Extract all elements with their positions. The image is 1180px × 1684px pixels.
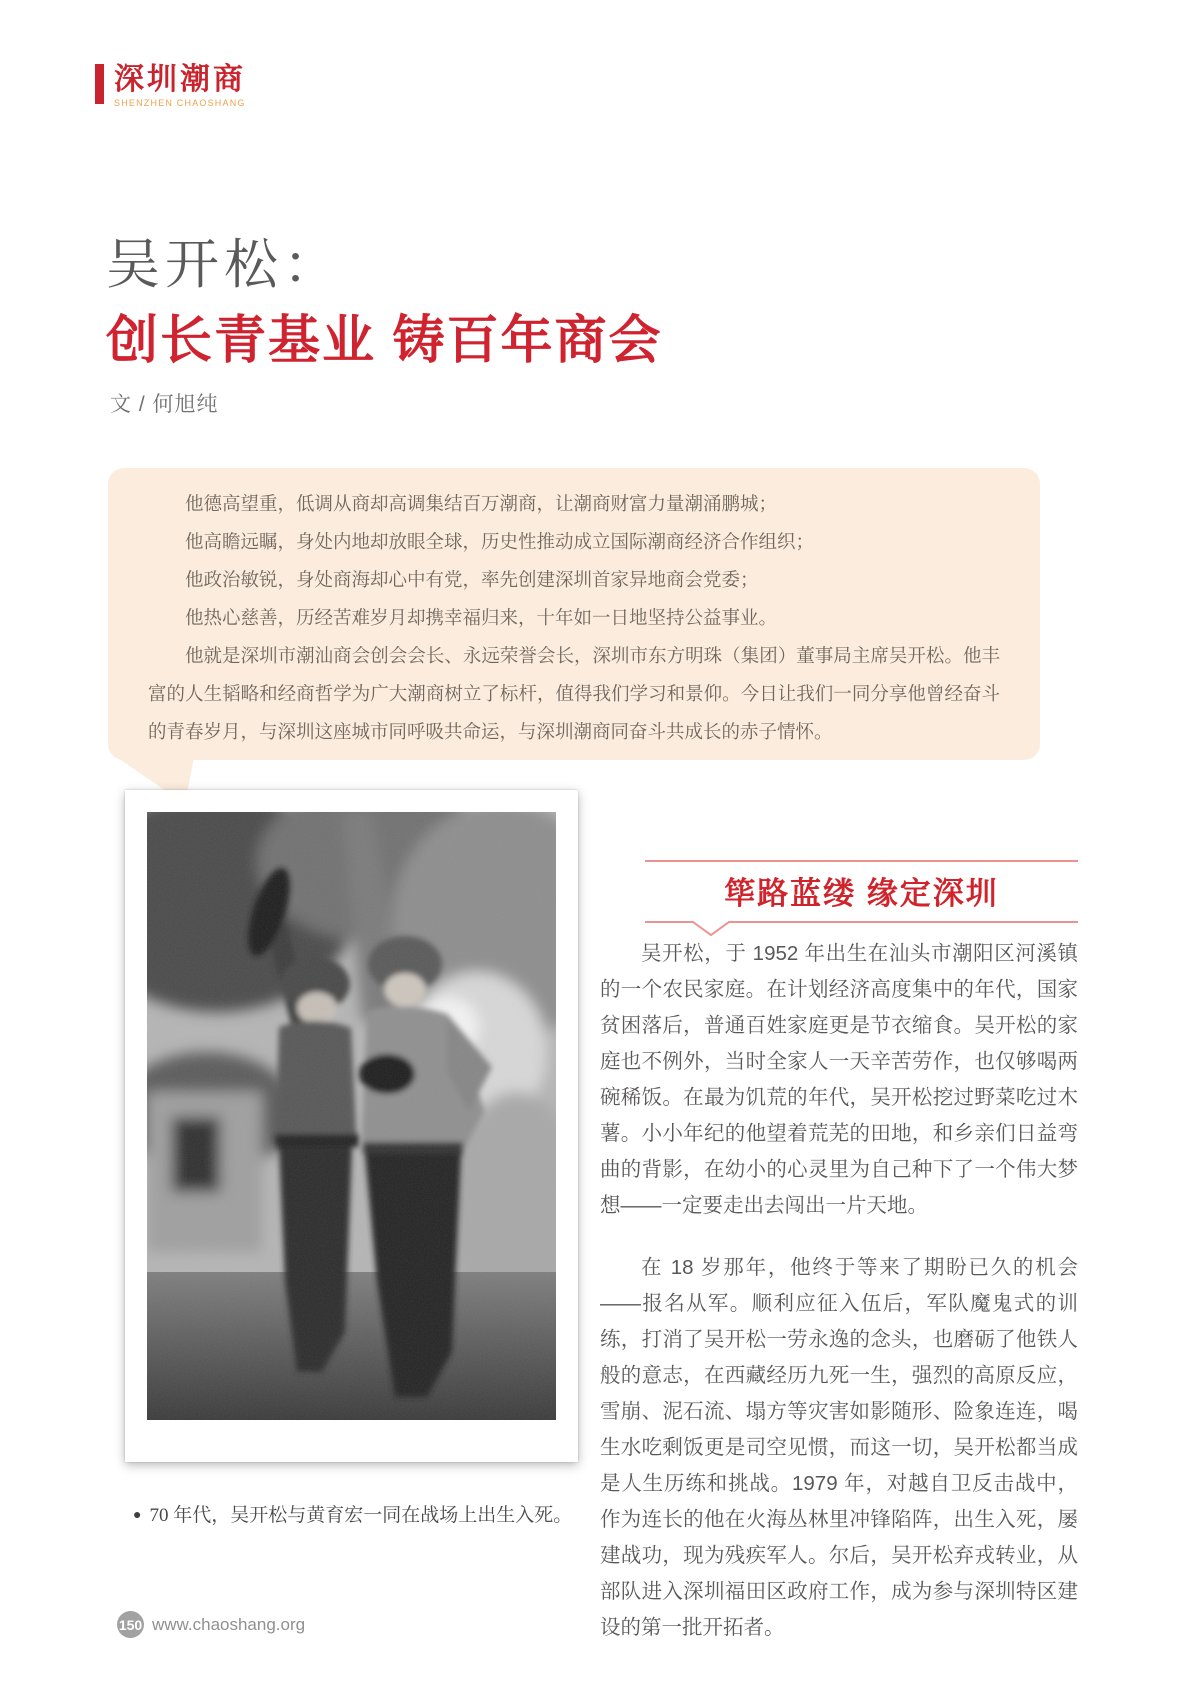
photo-illustration (147, 812, 556, 1420)
intro-line: 他德高望重，低调从商却高调集结百万潮商，让潮商财富力量潮涌鹏城； (185, 493, 778, 514)
magazine-logo-cn: 深圳潮商 (114, 63, 246, 96)
site-url: www.chaoshang.org (152, 1614, 306, 1634)
photo-frame (125, 790, 578, 1462)
page-number-badge: 150 (117, 1611, 144, 1638)
intro-paragraph: 他就是深圳市潮汕商会创会会长、永远荣誉会长，深圳市东方明珠（集团）董事局主席吴开松。他丰富的人生韬略和经商哲学为广大潮商树立了标杆，值得我们学习和景仰。今日让我们一同分享他曾经奋斗的青春岁月，与深圳这座城市同呼吸共命运，与深圳潮商同奋斗共成长的赤子情怀。 (148, 645, 1000, 742)
section-heading: 筚路蓝缕 缘定深圳 (724, 876, 999, 911)
body-paragraph: 吴开松，于 1952 年出生在汕头市潮阳区河溪镇的一个农民家庭。在计划经济高度集中的年代，国家贫困落后，普通百姓家庭更是节衣缩食。吴开松的家庭也不例外，当时全家人一天辛苦劳作，也仅够喝两碗稀饭。在最为饥荒的年代，吴开松挖过野菜吃过木薯。小小年纪的他望着荒芜的田地，和乡亲们日益弯曲的背影，在幼小的心灵里为自己种下了一个伟大梦想——一定要走出去闯出一片天地。 (600, 942, 1078, 1217)
intro-line: 他高瞻远瞩，身处内地却放眼全球，历史性推动成立国际潮商经济合作组织； (185, 531, 815, 552)
magazine-logo-en: SHENZHEN CHAOSHANG (114, 98, 246, 108)
article-title-main: 创长青基业 铸百年商会 (106, 312, 663, 370)
caption-bullet-icon: ● (133, 1508, 142, 1523)
intro-speech-bubble (108, 468, 1040, 760)
caption-text: 70 年代，吴开松与黄育宏一同在战场上出生入死。 (149, 1505, 573, 1526)
article-title-name: 吴开松： (106, 235, 342, 295)
photo-caption (133, 1500, 593, 1527)
article-byline: 文 / 何旭纯 (110, 393, 219, 416)
article-body (600, 936, 1078, 1646)
intro-line: 他政治敏锐，身处商海却心中有党，率先创建深圳首家异地商会党委； (185, 569, 759, 590)
page-footer (117, 1611, 305, 1638)
masthead-text (114, 64, 246, 108)
masthead-red-bar (95, 64, 104, 104)
section-rule-top (645, 860, 1078, 862)
intro-line: 他热心慈善，历经苦难岁月却携幸福归来，十年如一日地坚持公益事业。 (185, 607, 778, 628)
body-paragraph: 在 18 岁那年，他终于等来了期盼已久的机会——报名从军。顺利应征入伍后，军队魔鬼式的训练，打消了吴开松一劳永逸的念头，也磨砺了他铁人般的意志，在西藏经历九死一生，强烈的高原反应，雪崩、泥石流、塌方等灾害如影随形、险象连连，喝生水吃剩饭更是司空见惯，而这一切，吴开松都当成是人生历练和挑战。1979 年，对越自卫反击战中，作为连长的他在火海丛林里冲锋陷阵，出生入死，屡建战功，现为残疾军人。尔后，吴开松弃戎转业，从部队进入深圳福田区政府工作，成为参与深圳特区建设的第一批开拓者。 (600, 1256, 1078, 1639)
magazine-masthead (95, 64, 246, 108)
